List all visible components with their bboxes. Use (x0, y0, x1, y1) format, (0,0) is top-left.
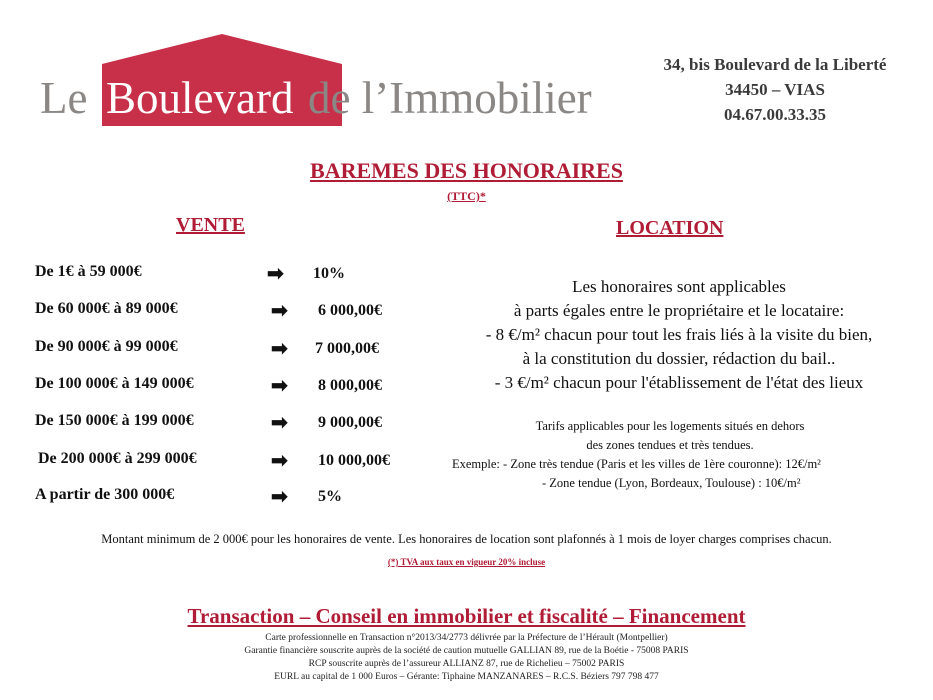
tarifs-line: Exemple: - Zone très tendue (Paris et les villes de 1ère couronne): 12€/m² (452, 457, 821, 471)
vente-amount: 7 000,00€ (315, 340, 379, 357)
vente-row (35, 450, 435, 480)
vente-range: De 90 000€ à 99 000€ (35, 338, 178, 355)
right-arrow-icon: ➡ (267, 263, 284, 285)
legal-line: Carte professionnelle en Transaction n°2013/34/2773 délivrée par la Préfecture de l’Hérault (Montpellier) (265, 633, 668, 643)
vente-row (35, 300, 435, 330)
address-street: 34, bis Boulevard de la Liberté (663, 55, 887, 74)
location-line: à la constitution du dossier, rédaction du bail.. (522, 349, 836, 368)
logo-word-boulevard: Boulevard (106, 73, 294, 123)
legal-line: EURL au capital de 1 000 Euros – Gérante: Tiphaine MANZANARES – R.C.S. Béziers 797 798 477 (274, 672, 659, 682)
right-arrow-icon: ➡ (271, 486, 288, 508)
location-tarifs (430, 417, 910, 493)
right-arrow-icon: ➡ (271, 450, 288, 472)
tarifs-line: Tarifs applicables pour les logements situés en dehors (535, 419, 805, 433)
legal-line: RCP souscrite auprès de l’assureur ALLIANZ 87, rue de Richelieu – 75002 PARIS (308, 659, 625, 669)
vente-row (35, 486, 435, 516)
location-line: - 3 €/m² chacun pour l'établissement de l'état des lieux (494, 373, 864, 392)
legal-mentions (0, 632, 933, 684)
vente-row (35, 263, 435, 293)
right-arrow-icon: ➡ (271, 338, 288, 360)
footer-title: Transaction – Conseil en immobilier et fiscalité – Financement (187, 604, 746, 628)
agency-address (640, 52, 910, 127)
vente-range: De 60 000€ à 89 000€ (35, 300, 178, 317)
company-logo (40, 34, 600, 129)
logo-word-immobilier: de l’Immobilier (308, 73, 592, 123)
vente-range: De 200 000€ à 299 000€ (38, 450, 197, 467)
right-arrow-icon: ➡ (271, 375, 288, 397)
vente-row (35, 375, 435, 405)
logo-word-le: Le (40, 73, 88, 123)
vente-range: De 150 000€ à 199 000€ (35, 412, 194, 429)
vente-amount: 6 000,00€ (318, 302, 382, 319)
vente-amount: 10% (313, 265, 345, 282)
vente-range: A partir de 300 000€ (35, 486, 175, 503)
vente-row (35, 338, 435, 368)
page-subtitle: (TTC)* (447, 189, 486, 203)
vente-amount: 10 000,00€ (318, 452, 390, 469)
right-arrow-icon: ➡ (271, 412, 288, 434)
minimum-fee-note: Montant minimum de 2 000€ pour les honoraires de vente. Les honoraires de location sont plafonnés à 1 mois de loyer charges comprises chacun. (101, 532, 832, 546)
right-arrow-icon: ➡ (271, 300, 288, 322)
legal-line: Garantie financière souscrite auprès de la société de caution mutuelle GALLIAN 89, rue de la Boétie - 75008 PARIS (244, 646, 689, 656)
vente-amount: 8 000,00€ (318, 377, 382, 394)
location-line: - 8 €/m² chacun pour tout les frais liés à la visite du bien, (485, 325, 873, 344)
location-line: Les honoraires sont applicables (572, 277, 786, 296)
location-heading: LOCATION (616, 217, 724, 239)
tarifs-line: - Zone tendue (Lyon, Bordeaux, Toulouse) : 10€/m² (542, 476, 801, 490)
address-phone: 04.67.00.33.35 (724, 105, 826, 124)
vente-range: De 100 000€ à 149 000€ (35, 375, 194, 392)
vente-amount: 9 000,00€ (318, 414, 382, 431)
tva-note: (*) TVA aux taux en vigueur 20% incluse (387, 557, 546, 567)
vente-row (35, 412, 435, 442)
vente-heading: VENTE (176, 214, 245, 236)
tarifs-line: des zones tendues et très tendues. (586, 438, 754, 452)
vente-amount: 5% (318, 488, 342, 505)
location-line: à parts égales entre le propriétaire et le locataire: (513, 301, 845, 320)
vente-range: De 1€ à 59 000€ (35, 263, 142, 280)
page-title: BAREMES DES HONORAIRES (310, 158, 623, 183)
address-city: 34450 – VIAS (725, 80, 825, 99)
location-description (440, 275, 918, 395)
